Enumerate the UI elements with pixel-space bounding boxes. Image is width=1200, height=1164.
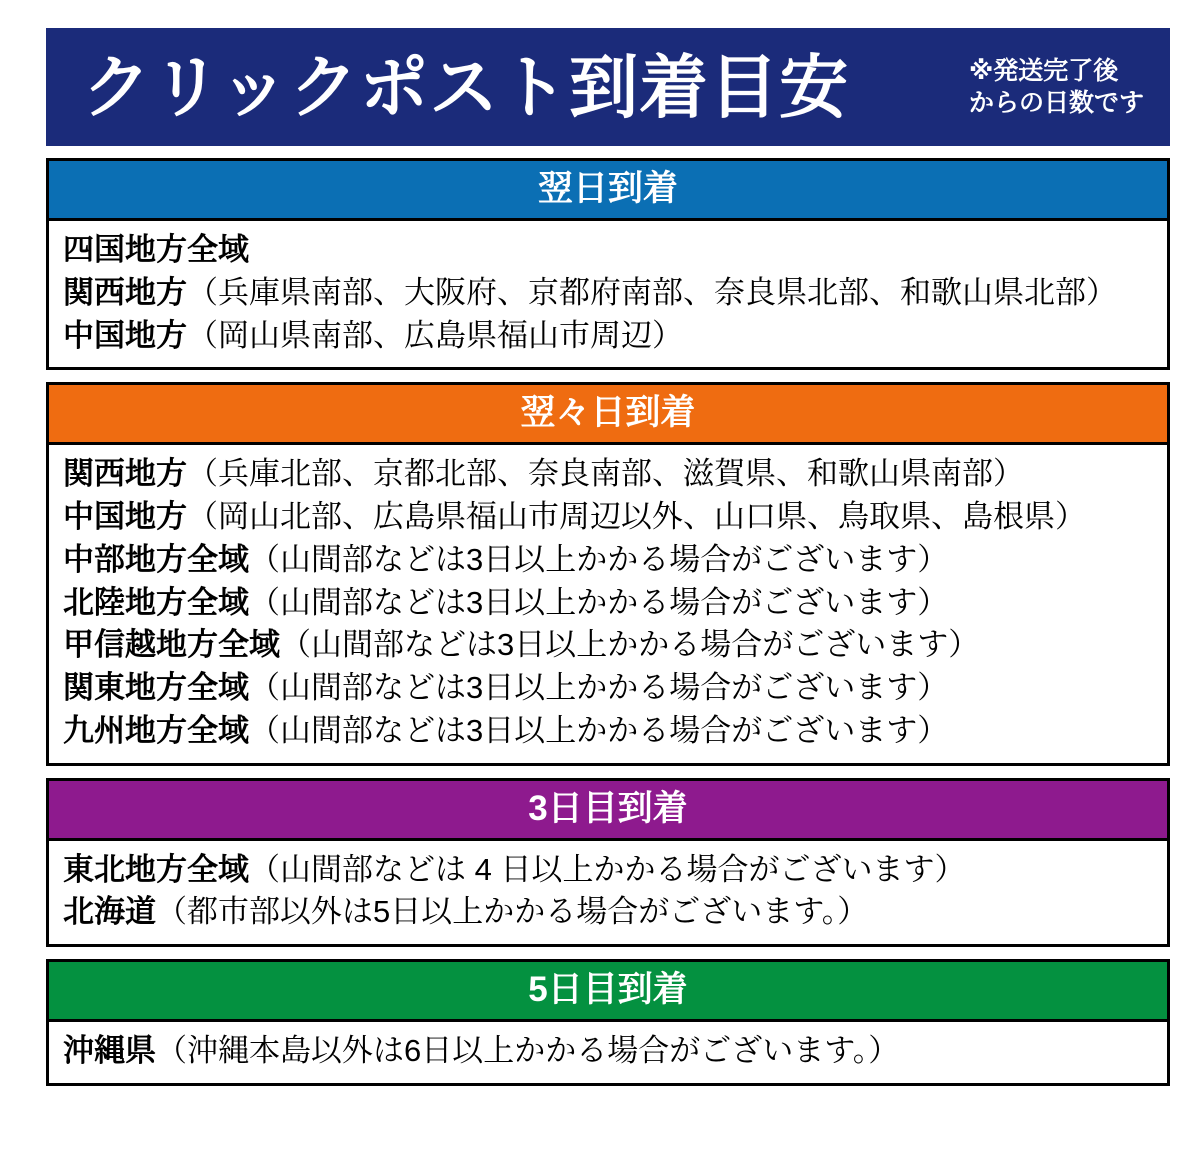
section-body [46, 442, 1170, 765]
region-row [63, 453, 1153, 496]
region-note: （山間部などは3日以上かかる場合がございます） [249, 541, 949, 577]
section-header [46, 778, 1170, 838]
section-header-label: 3日目到着 [528, 788, 688, 828]
region-note: （兵庫県南部、大阪府、京都府南部、奈良県北部、和歌山県北部） [187, 274, 1117, 310]
region-name: 沖縄県 [63, 1033, 156, 1069]
title-note-line1: ※発送完了後 [968, 57, 1119, 85]
region-row [63, 582, 1153, 625]
region-row [63, 272, 1153, 315]
region-row [63, 315, 1153, 358]
region-name: 中部地方全域 [63, 541, 249, 577]
region-name: 関西地方 [63, 456, 187, 492]
region-name: 九州地方全域 [63, 712, 249, 748]
region-row [63, 1030, 1153, 1073]
region-name: 北海道 [63, 894, 156, 930]
region-name: 北陸地方全域 [63, 584, 249, 620]
region-note: （山間部などは 4 日以上かかる場合がございます） [249, 851, 966, 887]
section-header-label: 5日目到着 [528, 970, 688, 1010]
region-row [63, 849, 1153, 892]
title-note [955, 55, 1144, 119]
delivery-section [46, 382, 1170, 765]
section-header [46, 382, 1170, 442]
region-row [63, 710, 1153, 753]
sections-container [46, 158, 1170, 1086]
delivery-section [46, 778, 1170, 948]
region-row [63, 667, 1153, 710]
section-header [46, 158, 1170, 218]
region-note: （岡山北部、広島県福山市周辺以外、山口県、鳥取県、島根県） [187, 499, 1086, 535]
region-name: 中国地方 [63, 499, 187, 535]
delivery-section [46, 158, 1170, 370]
section-body [46, 1019, 1170, 1086]
region-name: 関東地方全域 [63, 670, 249, 706]
region-note: （都市部以外は5日以上かかる場合がございます。） [156, 894, 869, 930]
section-header-label: 翌日到着 [537, 169, 678, 208]
region-name: 甲信越地方全域 [63, 627, 280, 663]
region-row [63, 624, 1153, 667]
section-body [46, 838, 1170, 948]
region-note: （山間部などは3日以上かかる場合がございます） [280, 627, 980, 663]
region-name: 東北地方全域 [63, 851, 249, 887]
region-note: （岡山県南部、広島県福山市周辺） [187, 317, 683, 353]
region-note: （山間部などは3日以上かかる場合がございます） [249, 670, 949, 706]
page-title: クリックポスト到着目安 [82, 48, 850, 126]
region-note: （兵庫北部、京都北部、奈良南部、滋賀県、和歌山県南部） [187, 456, 1024, 492]
region-name: 関西地方 [63, 274, 187, 310]
title-note-line2: からの日数です [968, 89, 1144, 117]
section-body [46, 218, 1170, 370]
region-name: 四国地方全域 [63, 232, 249, 267]
delivery-section [46, 959, 1170, 1086]
region-note: （山間部などは3日以上かかる場合がございます） [249, 712, 949, 748]
title-banner [46, 28, 1170, 146]
region-row [63, 891, 1153, 934]
section-header [46, 959, 1170, 1019]
region-row [63, 229, 1153, 272]
region-row [63, 496, 1153, 539]
region-row [63, 539, 1153, 582]
region-note: （山間部などは3日以上かかる場合がございます） [249, 584, 949, 620]
section-header-label: 翌々日到着 [520, 393, 696, 433]
region-note: （沖縄本島以外は6日以上かかる場合がございます。） [156, 1033, 900, 1069]
region-name: 中国地方 [63, 317, 187, 353]
